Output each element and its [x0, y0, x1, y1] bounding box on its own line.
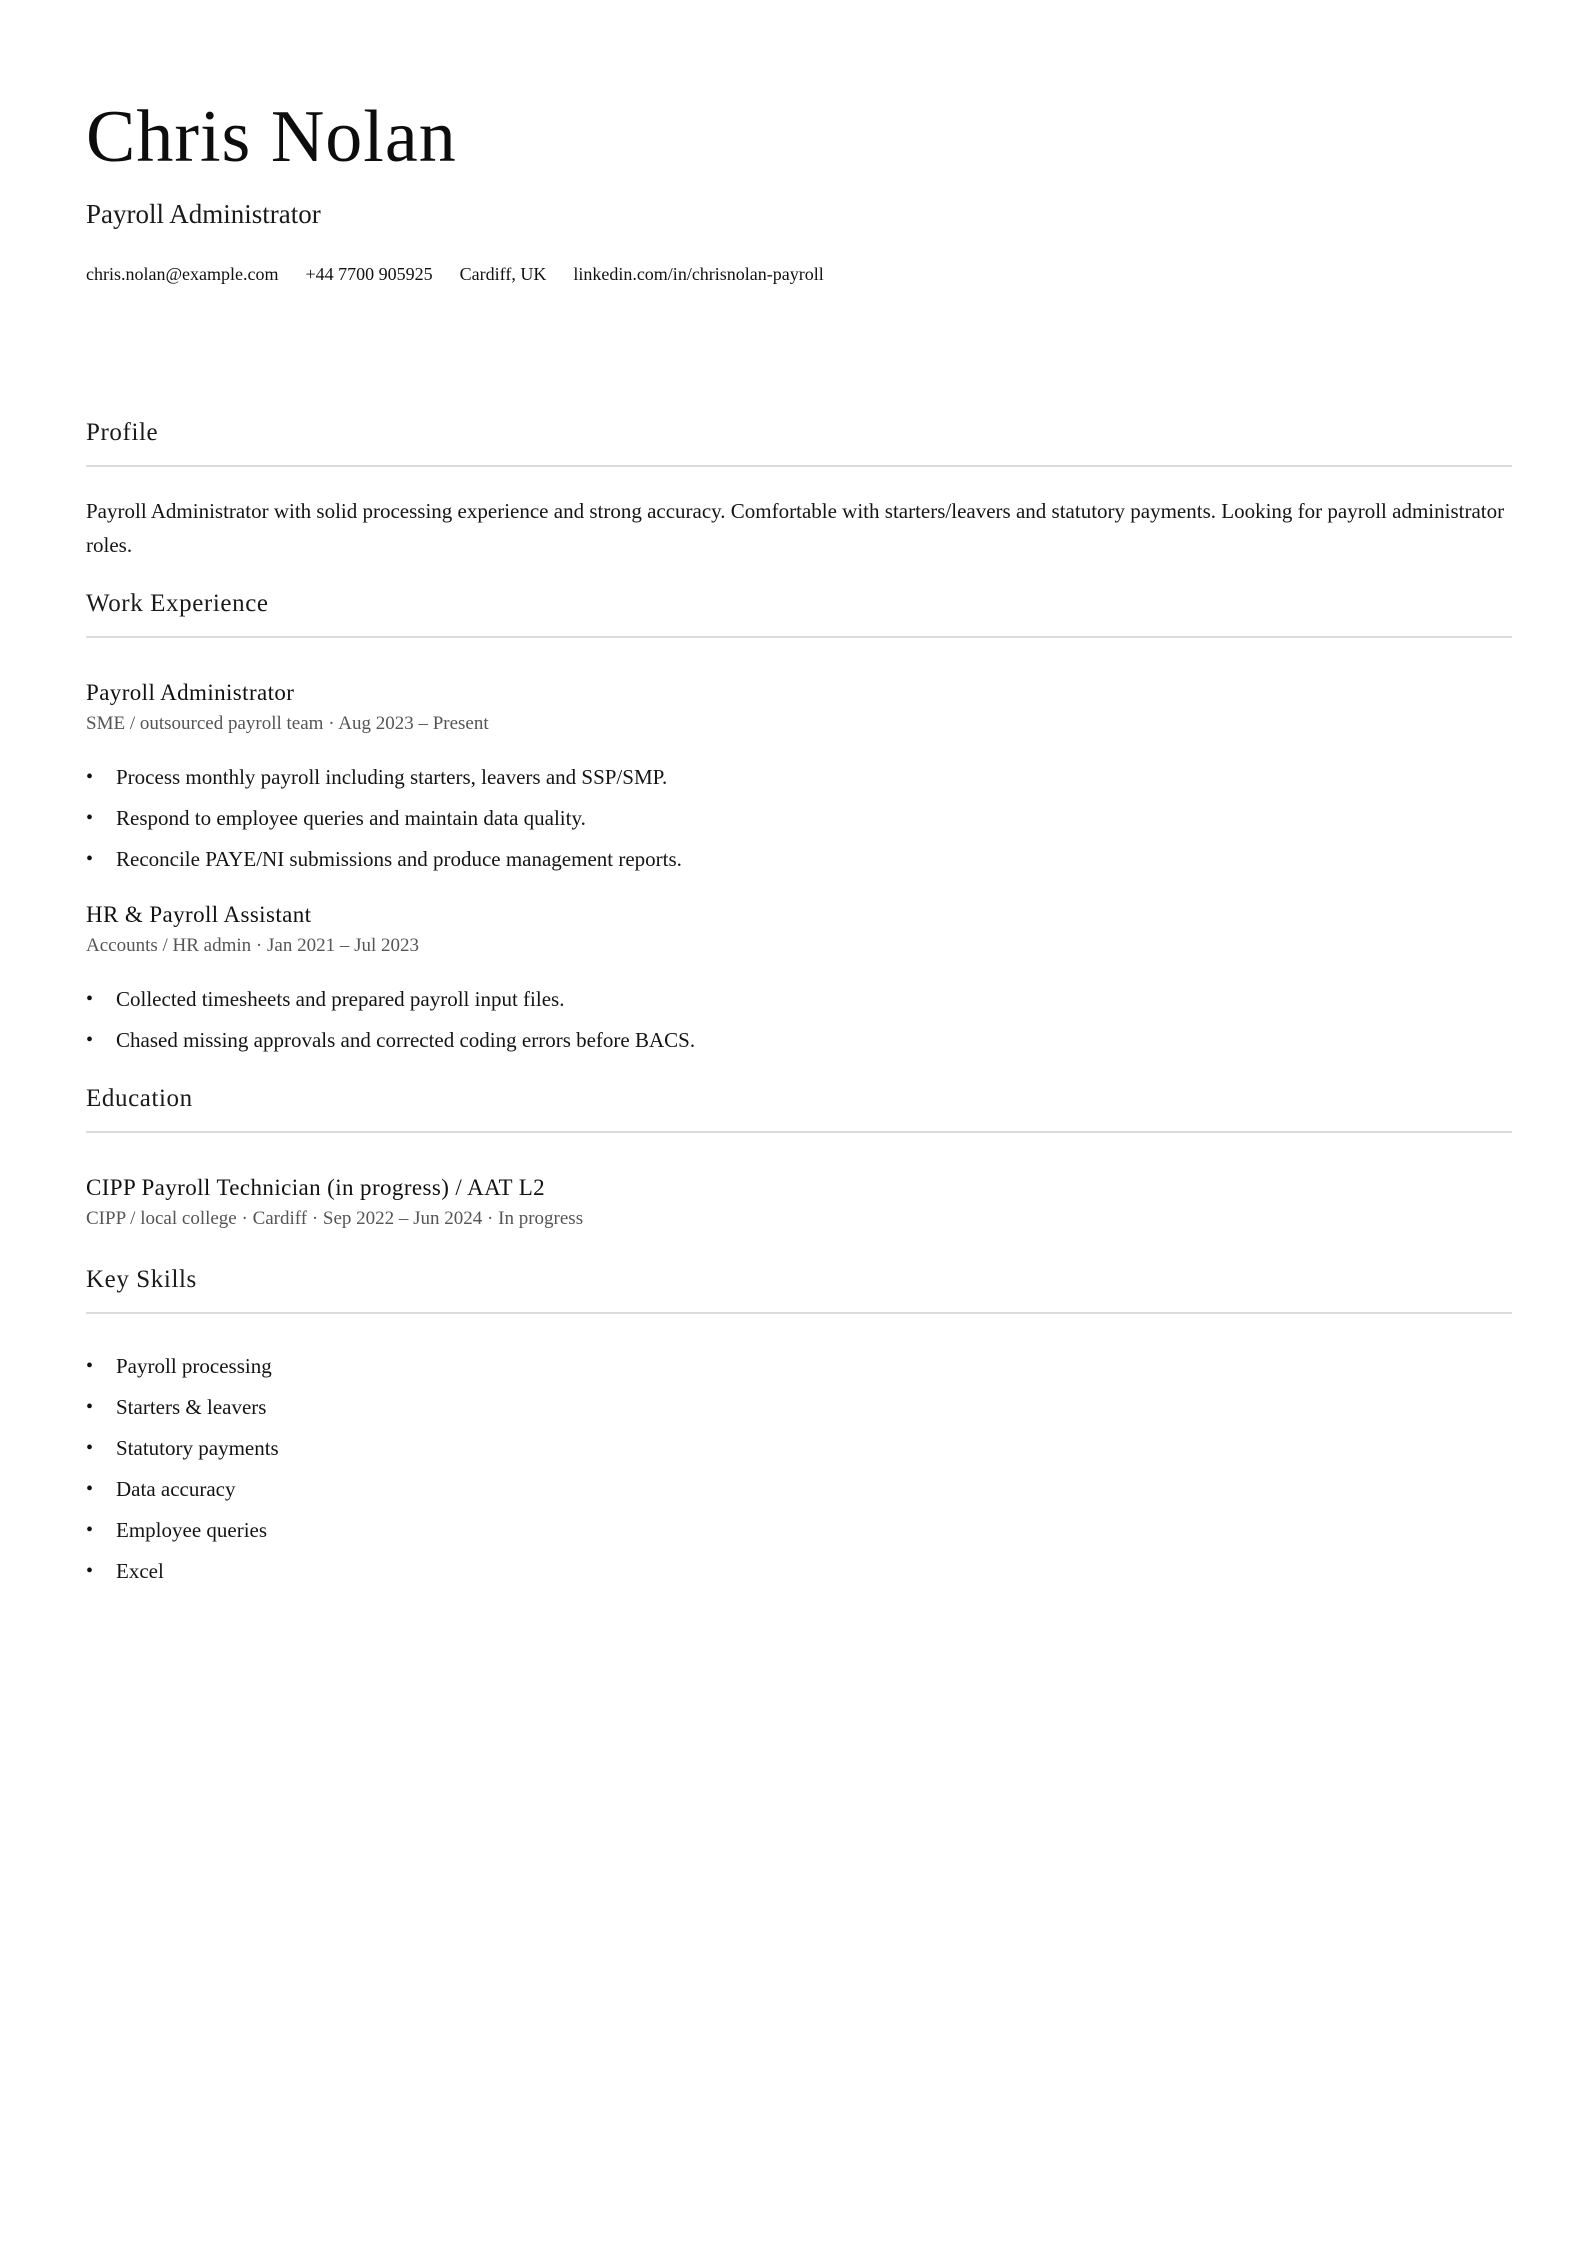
- education-title: CIPP Payroll Technician (in progress) / AAT L2: [86, 1175, 546, 1200]
- job-bullets: [86, 757, 682, 880]
- skill-item: • Excel: [86, 1551, 279, 1592]
- section-divider: [86, 1312, 1512, 1314]
- list-item: • Collected timesheets and prepared payroll input files.: [86, 979, 695, 1020]
- list-item: • Respond to employee queries and maintain data quality.: [86, 798, 682, 839]
- profile-summary: Payroll Administrator with solid processing experience and strong accuracy. Comfortable with starters/leavers and statutory payments. Looking for payroll administrator roles.: [86, 499, 1505, 557]
- job-title: Payroll Administrator: [86, 680, 295, 705]
- list-item: • Chased missing approvals and corrected coding errors before BACS.: [86, 1020, 695, 1061]
- section-title-skills: Key Skills: [86, 1266, 197, 1293]
- section-divider: [86, 465, 1512, 467]
- skills-list: [86, 1346, 279, 1592]
- candidate-name: Chris Nolan: [86, 96, 457, 178]
- contact-location: Cardiff, UK: [459, 264, 547, 284]
- section-title-education: Education: [86, 1085, 193, 1112]
- education-meta: CIPP / local college · Cardiff · Sep 2022 – Jun 2024 · In progress: [86, 1208, 584, 1229]
- job-title: HR & Payroll Assistant: [86, 902, 312, 927]
- skill-item: • Data accuracy: [86, 1469, 279, 1510]
- list-item: • Process monthly payroll including starters, leavers and SSP/SMP.: [86, 757, 682, 798]
- skill-item: • Payroll processing: [86, 1346, 279, 1387]
- job-meta: Accounts / HR admin · Jan 2021 – Jul 2023: [86, 935, 420, 956]
- section-title-profile: Profile: [86, 419, 159, 446]
- section-divider: [86, 1131, 1512, 1133]
- skill-item: • Employee queries: [86, 1510, 279, 1551]
- job-meta: SME / outsourced payroll team · Aug 2023 – Present: [86, 713, 489, 734]
- contact-line: [86, 262, 824, 286]
- contact-email: chris.nolan@example.com: [86, 264, 279, 284]
- skill-item: • Statutory payments: [86, 1428, 279, 1469]
- candidate-role: Payroll Administrator: [86, 199, 321, 229]
- section-title-experience: Work Experience: [86, 590, 269, 617]
- list-item: • Reconcile PAYE/NI submissions and produce management reports.: [86, 839, 682, 880]
- section-divider: [86, 636, 1512, 638]
- skill-item: • Starters & leavers: [86, 1387, 279, 1428]
- contact-phone: +44 7700 905925: [305, 264, 433, 284]
- contact-linkedin: linkedin.com/in/chrisnolan-payroll: [573, 264, 824, 284]
- job-bullets: [86, 979, 695, 1061]
